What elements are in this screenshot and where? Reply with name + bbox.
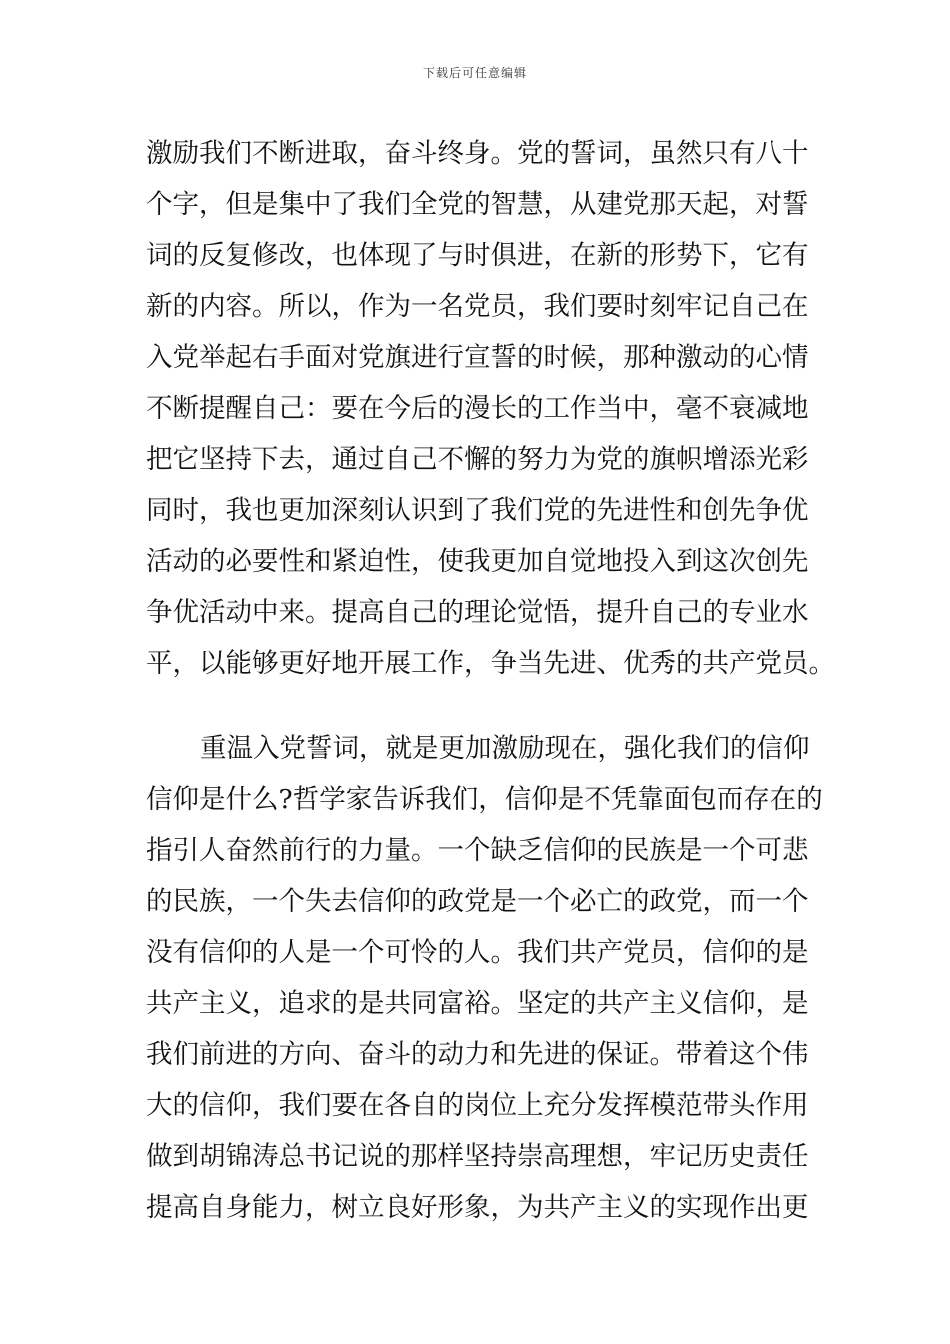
text-line-indented: 重温入党誓词，就是更加激励现在，强化我们的信仰 — [200, 733, 810, 764]
text-line: 指引人奋然前行的力量。一个缺乏信仰的民族是一个可悲 — [146, 835, 809, 866]
text-line: 词的反复修改，也体现了与时俱进，在新的形势下，它有 — [146, 240, 809, 271]
text-line: 争优活动中来。提高自己的理论觉悟，提升自己的专业水 — [146, 597, 809, 628]
text-line: 同时，我也更加深刻认识到了我们党的先进性和创先争优 — [146, 495, 809, 526]
paragraph-1 — [146, 128, 835, 689]
text-line: 提高自身能力，树立良好形象，为共产主义的实现作出更 — [146, 1192, 809, 1223]
text-line: 大的信仰，我们要在各自的岗位上充分发挥模范带头作用 — [146, 1090, 809, 1121]
text-line: 的民族，一个失去信仰的政党是一个必亡的政党，而一个 — [146, 886, 809, 917]
text-line: 做到胡锦涛总书记说的那样坚持崇高理想，牢记历史责任 — [146, 1141, 809, 1172]
text-line: 我们前进的方向、奋斗的动力和先进的保证。带着这个伟 — [146, 1039, 809, 1070]
text-line: 新的内容。所以，作为一名党员，我们要时刻牢记自己在 — [146, 291, 809, 322]
paragraph-2 — [146, 723, 823, 1233]
text-line: 不断提醒自己：要在今后的漫长的工作当中，毫不衰减地 — [146, 393, 809, 424]
text-line: 平，以能够更好地开展工作，争当先进、优秀的共产党员。 — [146, 648, 835, 679]
text-line: 活动的必要性和紧迫性，使我更加自觉地投入到这次创先 — [146, 546, 809, 577]
text-line: 信仰是什么?哲学家告诉我们，信仰是不凭靠面包而存在的 — [146, 784, 823, 815]
text-line: 没有信仰的人是一个可怜的人。我们共产党员，信仰的是 — [146, 937, 809, 968]
text-line: 激励我们不断进取，奋斗终身。党的誓词，虽然只有八十 — [146, 138, 809, 169]
text-line: 共产主义，追求的是共同富裕。坚定的共产主义信仰，是 — [146, 988, 809, 1019]
text-line: 入党举起右手面对党旗进行宣誓的时候，那种激动的心情 — [146, 342, 809, 373]
text-line: 个字，但是集中了我们全党的智慧，从建党那天起，对誓 — [146, 189, 809, 220]
page-header: 下载后可任意编辑 — [422, 66, 527, 80]
text-line: 把它坚持下去，通过自己不懈的努力为党的旗帜增添光彩 — [146, 444, 809, 475]
